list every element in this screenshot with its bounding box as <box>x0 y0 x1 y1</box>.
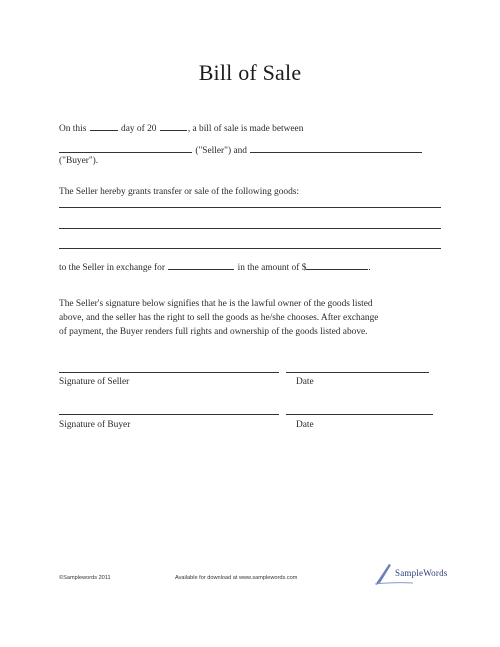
seller-date-line[interactable] <box>286 372 429 373</box>
intro-line <box>59 121 303 135</box>
samplewords-logo <box>373 560 463 586</box>
logo-text: SampleWords <box>395 568 448 578</box>
year-blank[interactable] <box>160 121 187 131</box>
signature-paragraph-line-1: The Seller's signature below signifies that he is the lawful owner of the goods listed <box>59 299 373 309</box>
seller-signature-label: Signature of Seller <box>59 377 130 387</box>
buyer-date-label: Date <box>296 420 314 430</box>
page-title: Bill of Sale <box>198 60 302 85</box>
buyer-name-blank[interactable] <box>250 143 422 153</box>
buyer-tag: ("Buyer"). <box>59 156 99 166</box>
seller-date-label: Date <box>296 377 314 387</box>
parties-line <box>59 143 423 157</box>
day-blank[interactable] <box>90 121 118 131</box>
goods-line-3[interactable] <box>59 248 441 249</box>
footer-download: Available for download at www.samplewords.com <box>175 575 298 581</box>
buyer-signature-line[interactable] <box>59 414 279 415</box>
signature-paragraph <box>59 297 459 339</box>
buyer-signature-label: Signature of Buyer <box>59 420 131 430</box>
seller-name-blank[interactable] <box>59 143 192 153</box>
intro-text-day-of: day of 20 <box>121 124 157 134</box>
amount-text: in the amount of $ <box>237 263 307 273</box>
seller-tag: ("Seller") and <box>195 146 247 156</box>
signature-paragraph-line-3: of payment, the Buyer renders full rights and ownership of the goods listed above. <box>59 327 368 337</box>
exchange-blank[interactable] <box>168 260 234 270</box>
grants-text: The Seller hereby grants transfer or sale of the following goods: <box>59 187 300 197</box>
seller-signature-line[interactable] <box>59 372 279 373</box>
goods-line-2[interactable] <box>59 228 441 229</box>
goods-line-1[interactable] <box>59 207 441 208</box>
signature-paragraph-line-2: above, and the seller has the right to sell the goods as he/she chooses. After exchange <box>59 313 379 323</box>
buyer-date-line[interactable] <box>286 414 433 415</box>
amount-blank[interactable] <box>306 260 368 270</box>
footer-copyright: ©Samplewords 2011 <box>59 575 111 581</box>
exchange-line <box>59 260 371 274</box>
intro-text-bill-of-sale: , a bill of sale is made between <box>187 124 304 134</box>
exchange-text: to the Seller in exchange for <box>59 263 165 273</box>
intro-text-on-this: On this <box>59 124 87 134</box>
amount-end: . <box>368 263 371 273</box>
